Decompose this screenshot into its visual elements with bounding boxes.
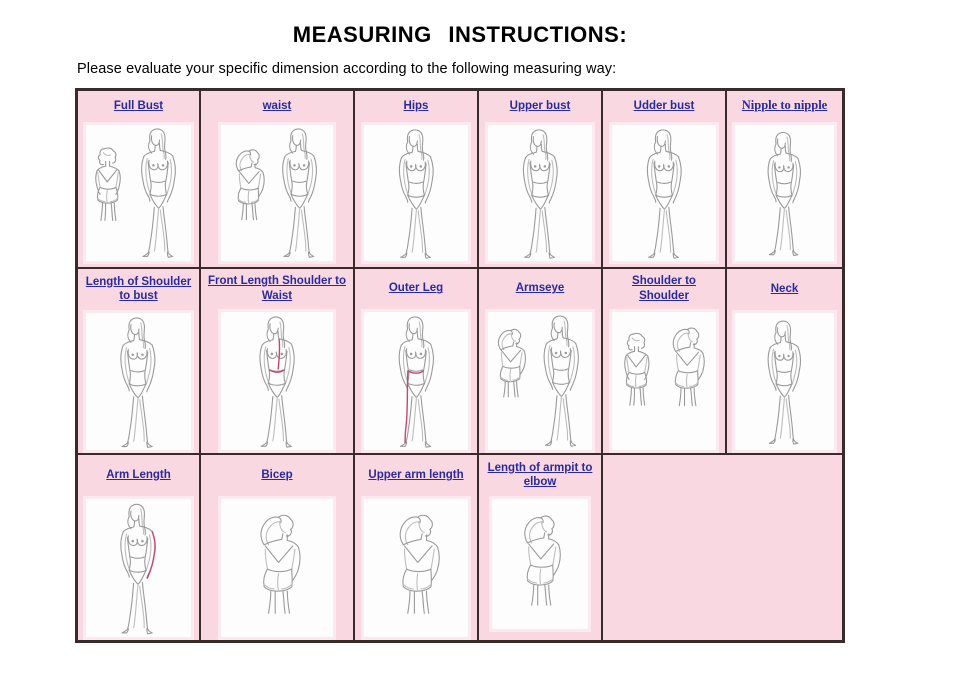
- cell-arm-length: [77, 454, 200, 641]
- cell-label: Arm Length: [106, 468, 171, 481]
- measuring-table: [75, 88, 845, 643]
- upper-bust-sketch: [488, 125, 593, 261]
- cell-bicep: [200, 454, 354, 641]
- cell-label: [603, 455, 842, 493]
- figure-box: [361, 309, 472, 453]
- cell-label: Udder bust: [633, 99, 695, 112]
- cell-label: Shoulder to Shoulder: [632, 275, 696, 302]
- figure-box: [485, 309, 596, 453]
- cell-neck: [726, 268, 843, 454]
- page-title: MEASURING INSTRUCTIONS:: [292, 22, 628, 47]
- cell-armpit-to-elbow: [478, 454, 602, 641]
- armpit-to-elbow-sketch: [492, 499, 587, 629]
- cell-waist: [200, 90, 354, 268]
- cell-label: Armseye: [515, 282, 565, 295]
- cell-hips: [354, 90, 478, 268]
- figure-box: [489, 496, 590, 632]
- red-measure-line: [148, 532, 156, 578]
- red-measure-line: [405, 371, 408, 442]
- cell-label: Bicep: [261, 468, 293, 481]
- cell-label: Full Bust: [113, 99, 164, 112]
- cell-label: Length of armpit to elbow: [487, 461, 593, 488]
- red-measure-line: [278, 340, 279, 370]
- bicep-sketch: [221, 499, 333, 637]
- page-subtitle: Please evaluate your specific dimension according to the following measuring way:: [77, 61, 617, 77]
- cell-label: Hips: [403, 99, 429, 112]
- udder-bust-sketch: [612, 125, 717, 261]
- cell-label: Front Length Shoulder to Waist: [208, 275, 346, 302]
- figure-box: [485, 122, 596, 264]
- cell-label: Outer Leg: [388, 282, 444, 295]
- hips-sketch: [364, 125, 469, 261]
- cell-outer-leg: [354, 268, 478, 454]
- figure-box: [609, 122, 720, 264]
- cell-nipple-to-nipple: [726, 90, 843, 268]
- armseye-sketch: [488, 312, 593, 450]
- cell-label: Length of Shoulder to bust: [85, 275, 192, 302]
- figure-box: [609, 309, 720, 453]
- cell-shoulder-to-bust: [77, 268, 200, 454]
- figure-box: [218, 122, 336, 264]
- outer-leg-sketch: [364, 312, 469, 450]
- upper-arm-length-sketch: [364, 499, 469, 637]
- figure-box: [361, 496, 472, 640]
- cell-label: Nipple to nipple: [741, 98, 828, 113]
- figure-box: [218, 496, 336, 640]
- figure-box: [83, 496, 193, 640]
- figure-box: [732, 310, 837, 453]
- neck-sketch: [735, 313, 834, 450]
- cell-label: Upper bust: [509, 99, 571, 112]
- figure-box: [83, 122, 193, 264]
- cell-udder-bust: [602, 90, 726, 268]
- arm-length-sketch: [86, 499, 190, 637]
- cell-armseye: [478, 268, 602, 454]
- figure-box: [83, 310, 193, 453]
- figure-box: [732, 122, 837, 264]
- shoulder-to-shoulder-sketch: [612, 312, 717, 450]
- cell-label: Neck: [770, 282, 799, 295]
- figure-box: [361, 122, 472, 264]
- nipple-to-nipple-sketch: [735, 125, 834, 261]
- shoulder-to-waist-sketch: [221, 312, 333, 450]
- cell-upper-arm-length: [354, 454, 478, 641]
- cell-label: waist: [262, 99, 292, 112]
- full-bust-sketch: [86, 125, 190, 261]
- figure-box: [218, 309, 336, 453]
- waist-sketch: [221, 125, 333, 261]
- cell-shoulder-to-shoulder: [602, 268, 726, 454]
- cell-label: Upper arm length: [368, 468, 464, 481]
- cell-upper-bust: [478, 90, 602, 268]
- cell-empty: [602, 454, 843, 641]
- cell-front-length-shoulder-to-waist: [200, 268, 354, 454]
- shoulder-to-bust-sketch: [86, 313, 190, 450]
- cell-full-bust: [77, 90, 200, 268]
